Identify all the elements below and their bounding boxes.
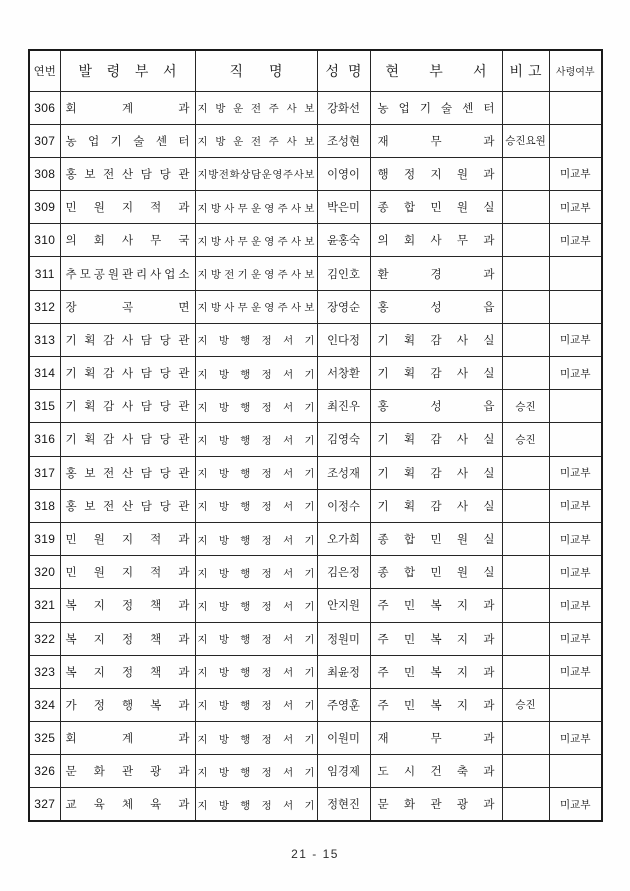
cell-no: 327: [29, 788, 60, 821]
cell-current: 기 획 감 사 실: [370, 357, 502, 390]
cell-title: 지 방 행 정 서 기: [195, 722, 317, 755]
cell-no: 322: [29, 622, 60, 655]
col-header-issued: 사령여부: [549, 50, 602, 91]
cell-title: 지 방 전 화 상 담 운 영 주 사 보: [195, 157, 317, 190]
cell-no: 315: [29, 390, 60, 423]
cell-note: [502, 357, 549, 390]
cell-issued: [549, 390, 602, 423]
cell-name: 이영이: [317, 157, 370, 190]
cell-title: 지 방 행 정 서 기: [195, 489, 317, 522]
cell-issued: 미교부: [549, 323, 602, 356]
cell-note: [502, 788, 549, 821]
cell-note: [502, 522, 549, 555]
col-header-dept: 발 령 부 서: [60, 50, 195, 91]
table-row: [29, 390, 602, 423]
cell-name: 김영숙: [317, 423, 370, 456]
cell-name: 정현진: [317, 788, 370, 821]
cell-no: 320: [29, 556, 60, 589]
cell-name: 김인호: [317, 257, 370, 290]
cell-note: [502, 224, 549, 257]
cell-dept: 민 원 지 적 과: [60, 191, 195, 224]
cell-title: 지 방 행 정 서 기: [195, 423, 317, 456]
cell-no: 319: [29, 522, 60, 555]
table-row: [29, 522, 602, 555]
table-row: [29, 91, 602, 124]
cell-issued: 미교부: [549, 191, 602, 224]
cell-name: 인다정: [317, 323, 370, 356]
table-row: [29, 655, 602, 688]
cell-name: 오가희: [317, 522, 370, 555]
cell-name: 이정수: [317, 489, 370, 522]
cell-issued: [549, 91, 602, 124]
col-header-no: 연번: [29, 50, 60, 91]
cell-dept: 교 육 체 육 과: [60, 788, 195, 821]
cell-note: [502, 755, 549, 788]
table-row: [29, 423, 602, 456]
page-number: 21 - 15: [291, 847, 339, 861]
cell-note: [502, 191, 549, 224]
cell-title: 지 방 행 정 서 기: [195, 323, 317, 356]
cell-title: 지 방 행 정 서 기: [195, 755, 317, 788]
table-row: [29, 224, 602, 257]
cell-no: 325: [29, 722, 60, 755]
cell-name: 김은정: [317, 556, 370, 589]
cell-dept: 복 지 정 책 과: [60, 622, 195, 655]
cell-issued: 미교부: [549, 722, 602, 755]
cell-title: 지 방 행 정 서 기: [195, 622, 317, 655]
cell-dept: 기 획 감 사 담 당 관: [60, 423, 195, 456]
cell-no: 313: [29, 323, 60, 356]
cell-issued: [549, 688, 602, 721]
cell-note: [502, 456, 549, 489]
cell-current: 문 화 관 광 과: [370, 788, 502, 821]
table-row: [29, 722, 602, 755]
cell-dept: 기 획 감 사 담 당 관: [60, 323, 195, 356]
cell-name: 안지원: [317, 589, 370, 622]
cell-note: [502, 489, 549, 522]
cell-title: 지 방 사 무 운 영 주 사 보: [195, 290, 317, 323]
cell-note: 승진요원: [502, 124, 549, 157]
cell-name: 최진우: [317, 390, 370, 423]
cell-dept: 홍 보 전 산 담 당 관: [60, 456, 195, 489]
cell-note: [502, 290, 549, 323]
cell-issued: 미교부: [549, 157, 602, 190]
cell-issued: 미교부: [549, 556, 602, 589]
cell-title: 지 방 사 무 운 영 주 사 보: [195, 224, 317, 257]
cell-no: 307: [29, 124, 60, 157]
cell-current: 의 회 사 무 과: [370, 224, 502, 257]
cell-no: 309: [29, 191, 60, 224]
cell-title: 지 방 행 정 서 기: [195, 522, 317, 555]
cell-dept: 회 계 과: [60, 722, 195, 755]
cell-dept: 장 곡 면: [60, 290, 195, 323]
cell-dept: 의 회 사 무 국: [60, 224, 195, 257]
table-row: [29, 124, 602, 157]
cell-issued: 미교부: [549, 357, 602, 390]
cell-dept: 홍 보 전 산 담 당 관: [60, 489, 195, 522]
col-header-current: 현 부 서: [370, 50, 502, 91]
cell-current: 종 합 민 원 실: [370, 191, 502, 224]
cell-issued: [549, 124, 602, 157]
cell-name: 정원미: [317, 622, 370, 655]
cell-current: 홍 성 읍: [370, 390, 502, 423]
cell-name: 조성현: [317, 124, 370, 157]
cell-name: 조성재: [317, 456, 370, 489]
col-header-note: 비 고: [502, 50, 549, 91]
cell-note: [502, 323, 549, 356]
table-row: [29, 589, 602, 622]
cell-note: [502, 556, 549, 589]
table-row: [29, 157, 602, 190]
table-row: [29, 290, 602, 323]
cell-current: 행 정 지 원 과: [370, 157, 502, 190]
table-row: [29, 489, 602, 522]
cell-dept: 회 계 과: [60, 91, 195, 124]
personnel-order-table: [28, 49, 603, 822]
cell-no: 308: [29, 157, 60, 190]
table-row: [29, 323, 602, 356]
cell-issued: [549, 257, 602, 290]
cell-current: 종 합 민 원 실: [370, 522, 502, 555]
cell-current: 주 민 복 지 과: [370, 622, 502, 655]
cell-title: 지 방 행 정 서 기: [195, 556, 317, 589]
cell-issued: 미교부: [549, 456, 602, 489]
table-row: [29, 456, 602, 489]
table-row: [29, 191, 602, 224]
cell-no: 323: [29, 655, 60, 688]
cell-no: 316: [29, 423, 60, 456]
col-header-name: 성 명: [317, 50, 370, 91]
table-row: [29, 622, 602, 655]
header-row: [29, 50, 602, 91]
table-row: [29, 788, 602, 821]
cell-note: [502, 655, 549, 688]
cell-title: 지 방 전 기 운 영 주 사 보: [195, 257, 317, 290]
cell-name: 주영훈: [317, 688, 370, 721]
cell-current: 기 획 감 사 실: [370, 489, 502, 522]
cell-note: [502, 589, 549, 622]
cell-no: 321: [29, 589, 60, 622]
cell-issued: 미교부: [549, 489, 602, 522]
cell-name: 서창환: [317, 357, 370, 390]
cell-no: 306: [29, 91, 60, 124]
cell-note: 승진: [502, 390, 549, 423]
cell-current: 농 업 기 술 센 터: [370, 91, 502, 124]
cell-no: 318: [29, 489, 60, 522]
cell-note: 승진: [502, 688, 549, 721]
table-row: [29, 357, 602, 390]
cell-name: 이원미: [317, 722, 370, 755]
cell-no: 314: [29, 357, 60, 390]
cell-name: 최윤정: [317, 655, 370, 688]
cell-current: 기 획 감 사 실: [370, 456, 502, 489]
cell-issued: 미교부: [549, 622, 602, 655]
cell-title: 지 방 행 정 서 기: [195, 788, 317, 821]
cell-title: 지 방 행 정 서 기: [195, 456, 317, 489]
cell-dept: 홍 보 전 산 담 당 관: [60, 157, 195, 190]
cell-title: 지 방 운 전 주 사 보: [195, 124, 317, 157]
cell-name: 장영순: [317, 290, 370, 323]
cell-current: 홍 성 읍: [370, 290, 502, 323]
cell-name: 윤홍숙: [317, 224, 370, 257]
cell-no: 310: [29, 224, 60, 257]
cell-issued: 미교부: [549, 589, 602, 622]
cell-title: 지 방 운 전 주 사 보: [195, 91, 317, 124]
cell-name: 강화선: [317, 91, 370, 124]
col-header-title: 직 명: [195, 50, 317, 91]
cell-issued: 미교부: [549, 522, 602, 555]
cell-no: 317: [29, 456, 60, 489]
table-row: [29, 688, 602, 721]
table-row: [29, 257, 602, 290]
cell-title: 지 방 행 정 서 기: [195, 390, 317, 423]
cell-no: 311: [29, 257, 60, 290]
cell-current: 기 획 감 사 실: [370, 323, 502, 356]
cell-current: 환 경 과: [370, 257, 502, 290]
table-row: [29, 755, 602, 788]
cell-note: 승진: [502, 423, 549, 456]
cell-issued: 미교부: [549, 788, 602, 821]
cell-name: 박은미: [317, 191, 370, 224]
cell-current: 재 무 과: [370, 124, 502, 157]
cell-title: 지 방 행 정 서 기: [195, 655, 317, 688]
cell-name: 임경제: [317, 755, 370, 788]
cell-no: 326: [29, 755, 60, 788]
cell-issued: [549, 423, 602, 456]
cell-dept: 기 획 감 사 담 당 관: [60, 357, 195, 390]
cell-no: 312: [29, 290, 60, 323]
cell-issued: [549, 755, 602, 788]
cell-title: 지 방 행 정 서 기: [195, 589, 317, 622]
cell-title: 지 방 행 정 서 기: [195, 688, 317, 721]
cell-current: 주 민 복 지 과: [370, 589, 502, 622]
cell-dept: 복 지 정 책 과: [60, 589, 195, 622]
cell-title: 지 방 행 정 서 기: [195, 357, 317, 390]
cell-dept: 민 원 지 적 과: [60, 556, 195, 589]
cell-note: [502, 622, 549, 655]
cell-dept: 민 원 지 적 과: [60, 522, 195, 555]
cell-dept: 복 지 정 책 과: [60, 655, 195, 688]
cell-dept: 농 업 기 술 센 터: [60, 124, 195, 157]
cell-dept: 기 획 감 사 담 당 관: [60, 390, 195, 423]
cell-title: 지 방 사 무 운 영 주 사 보: [195, 191, 317, 224]
cell-dept: 가 정 행 복 과: [60, 688, 195, 721]
cell-no: 324: [29, 688, 60, 721]
cell-current: 기 획 감 사 실: [370, 423, 502, 456]
cell-note: [502, 91, 549, 124]
cell-current: 종 합 민 원 실: [370, 556, 502, 589]
cell-note: [502, 257, 549, 290]
cell-issued: [549, 290, 602, 323]
cell-dept: 문 화 관 광 과: [60, 755, 195, 788]
cell-current: 재 무 과: [370, 722, 502, 755]
cell-dept: 추 모 공 원 관 리 사 업 소: [60, 257, 195, 290]
cell-current: 주 민 복 지 과: [370, 688, 502, 721]
cell-issued: 미교부: [549, 655, 602, 688]
cell-current: 도 시 건 축 과: [370, 755, 502, 788]
cell-note: [502, 722, 549, 755]
cell-note: [502, 157, 549, 190]
table-row: [29, 556, 602, 589]
cell-issued: 미교부: [549, 224, 602, 257]
cell-current: 주 민 복 지 과: [370, 655, 502, 688]
